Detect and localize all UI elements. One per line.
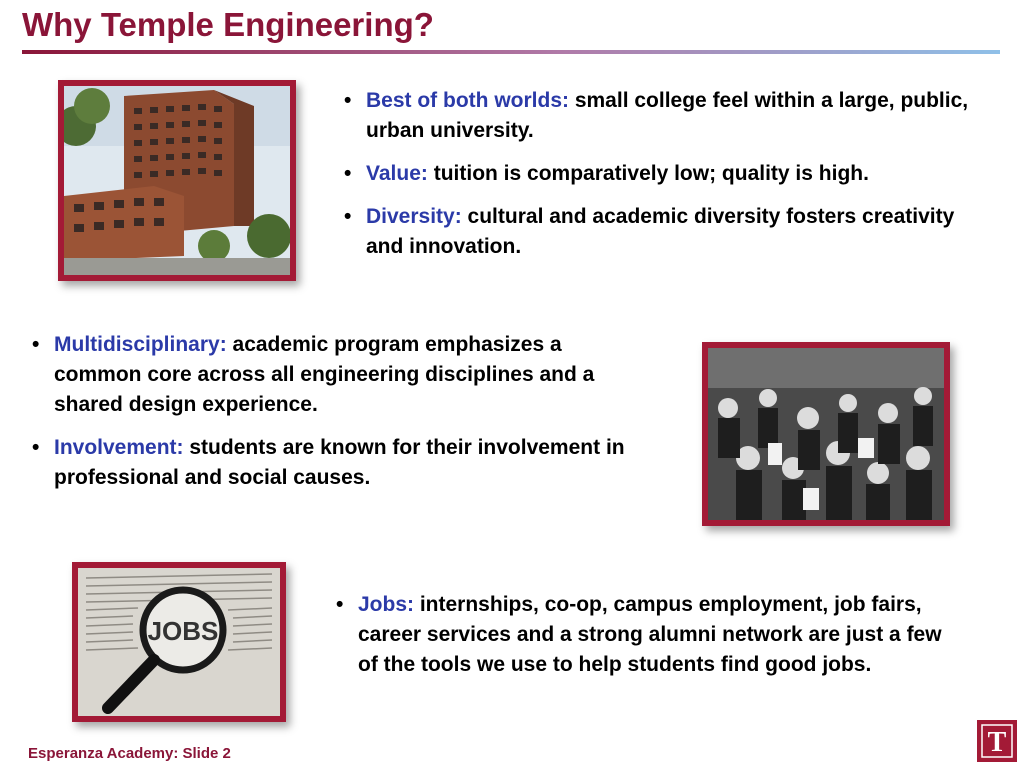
temple-t-icon xyxy=(981,724,1013,758)
bullet-keyword: Involvement: xyxy=(54,436,184,459)
bottom-bullet-list xyxy=(336,590,946,693)
bullet-text: internships, co-op, campus employment, job fairs, career services and a strong alumni network are just a few of the tools we use to help students find good jobs. xyxy=(358,593,942,676)
temple-logo xyxy=(977,720,1017,762)
bullet-keyword: Jobs: xyxy=(358,593,415,616)
crowd-photo xyxy=(702,342,950,526)
magnifier-label: JOBS xyxy=(147,616,219,646)
list-item xyxy=(32,330,632,420)
bullet-text: tuition is comparatively low; quality is high. xyxy=(427,162,869,185)
slide-footer: Esperanza Academy: Slide 2 xyxy=(28,745,231,762)
middle-bullet-list xyxy=(32,330,632,506)
building-photo xyxy=(58,80,296,281)
bullet-keyword: Value: xyxy=(366,162,428,185)
top-bullet-list xyxy=(344,86,994,275)
title-divider xyxy=(22,50,1000,54)
bullet-text: cultural and academic diversity fosters creativity and innovation. xyxy=(366,205,955,258)
slide-title: Why Temple Engineering? xyxy=(22,6,434,43)
list-item xyxy=(344,86,994,146)
jobs-newspaper-photo xyxy=(72,562,286,722)
bullet-keyword: Best of both worlds: xyxy=(366,89,569,112)
bullet-text: small college feel within a large, public, urban university. xyxy=(366,89,969,142)
list-item xyxy=(336,590,946,680)
list-item xyxy=(344,159,994,189)
logo-letter: T xyxy=(987,727,1007,758)
bullet-text: academic program emphasizes a common core across all engineering disciplines and a shared design experience. xyxy=(54,333,595,416)
bullet-keyword: Multidisciplinary: xyxy=(54,333,227,356)
bullet-text: students are known for their involvement in professional and social causes. xyxy=(54,436,625,489)
bullet-keyword: Diversity: xyxy=(366,205,462,228)
list-item xyxy=(344,202,994,262)
list-item xyxy=(32,433,632,493)
